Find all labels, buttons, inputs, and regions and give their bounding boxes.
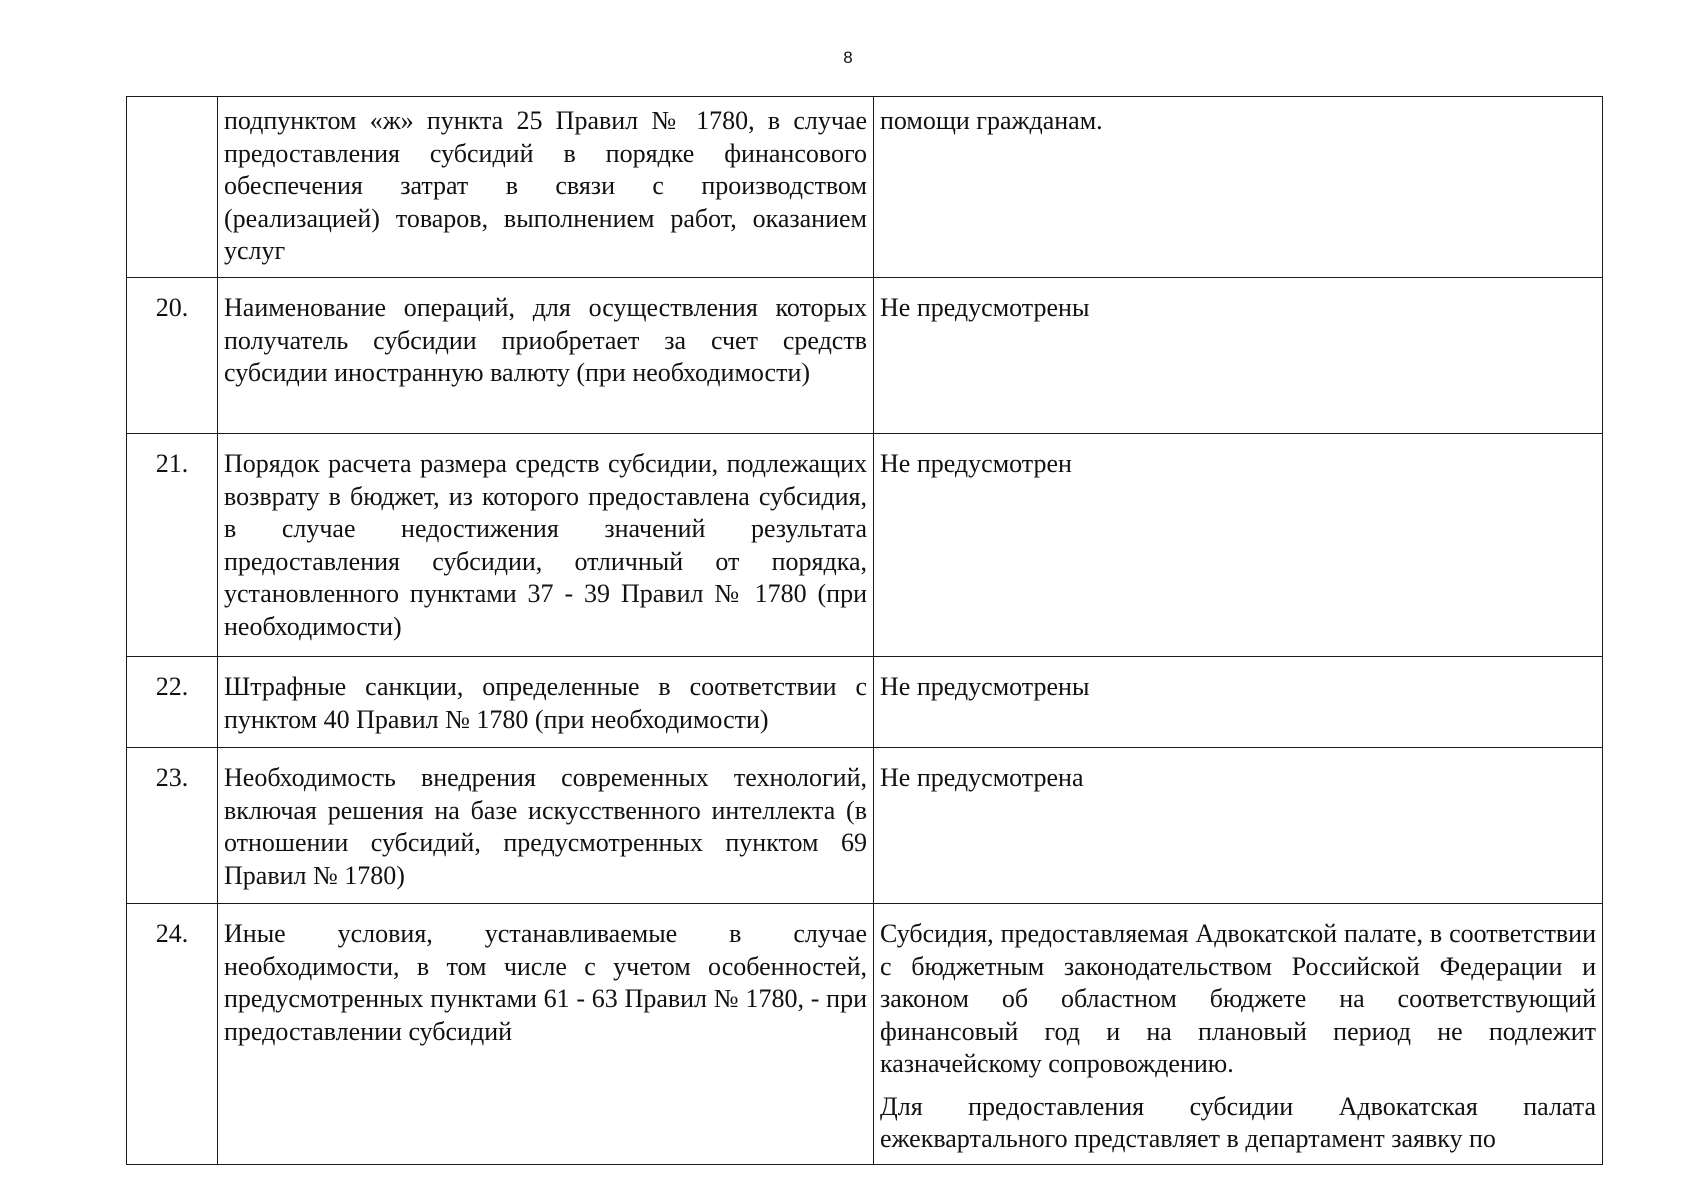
condition-value-text: Для предоставления субсидии Адвокатская палата ежеквартального представляет в департамент заявку по xyxy=(880,1091,1596,1153)
row-number xyxy=(127,97,218,278)
condition-value-text: Не предусмотрена xyxy=(880,763,1084,792)
condition-name: Необходимость внедрения современных технологий, включая решения на базе искусственного интеллекта (в отношении субсидий, предусмотренных пунктом 69 Правил № 1780) xyxy=(218,748,874,904)
row-number: 21. xyxy=(127,434,218,657)
condition-value xyxy=(874,904,1603,1165)
condition-value-text: Субсидия, предоставляемая Адвокатской палате, в соответствии с бюджетным законодательством Российской Федерации и законом об областном бюджете на соответствующий финансовый год и на плановый период не подлежит казначейскому сопровождению. xyxy=(880,919,1596,1078)
condition-value xyxy=(874,278,1603,434)
condition-value xyxy=(874,434,1603,657)
condition-name: Штрафные санкции, определенные в соответствии с пунктом 40 Правил № 1780 (при необходимости) xyxy=(218,657,874,748)
condition-value xyxy=(874,748,1603,904)
table-row xyxy=(127,434,1603,657)
condition-name: Иные условия, устанавливаемые в случае необходимости, в том числе с учетом особенностей, предусмотренных пунктами 61 - 63 Правил № 1780, - при предоставлении субсидий xyxy=(218,904,874,1165)
table-row xyxy=(127,278,1603,434)
conditions-table xyxy=(126,96,1603,1165)
condition-name: Порядок расчета размера средств субсидии, подлежащих возврату в бюджет, из которого предоставлена субсидия, в случае недостижения значений результата предоставления субсидии, отличный от порядка, установленного пунктами 37 - 39 Правил № 1780 (при необходимости) xyxy=(218,434,874,657)
table-row xyxy=(127,97,1603,278)
condition-name: подпунктом «ж» пункта 25 Правил № 1780, в случае предоставления субсидий в порядке финансового обеспечения затрат в связи с производством (реализацией) товаров, выполнением работ, оказанием услуг xyxy=(218,97,874,278)
condition-value-text: Не предусмотрены xyxy=(880,672,1090,701)
condition-value-text: помощи гражданам. xyxy=(880,106,1103,135)
table-row xyxy=(127,904,1603,1165)
row-number: 24. xyxy=(127,904,218,1165)
condition-value-text: Не предусмотрены xyxy=(880,293,1090,322)
condition-name: Наименование операций, для осуществления которых получатель субсидии приобретает за счет средств субсидии иностранную валюту (при необходимости) xyxy=(218,278,874,434)
condition-value-text: Не предусмотрен xyxy=(880,449,1072,478)
page-number: 8 xyxy=(843,48,853,67)
table-row xyxy=(127,748,1603,904)
condition-value xyxy=(874,657,1603,748)
row-number: 23. xyxy=(127,748,218,904)
table-row xyxy=(127,657,1603,748)
condition-value xyxy=(874,97,1603,278)
row-number: 20. xyxy=(127,278,218,434)
row-number: 22. xyxy=(127,657,218,748)
